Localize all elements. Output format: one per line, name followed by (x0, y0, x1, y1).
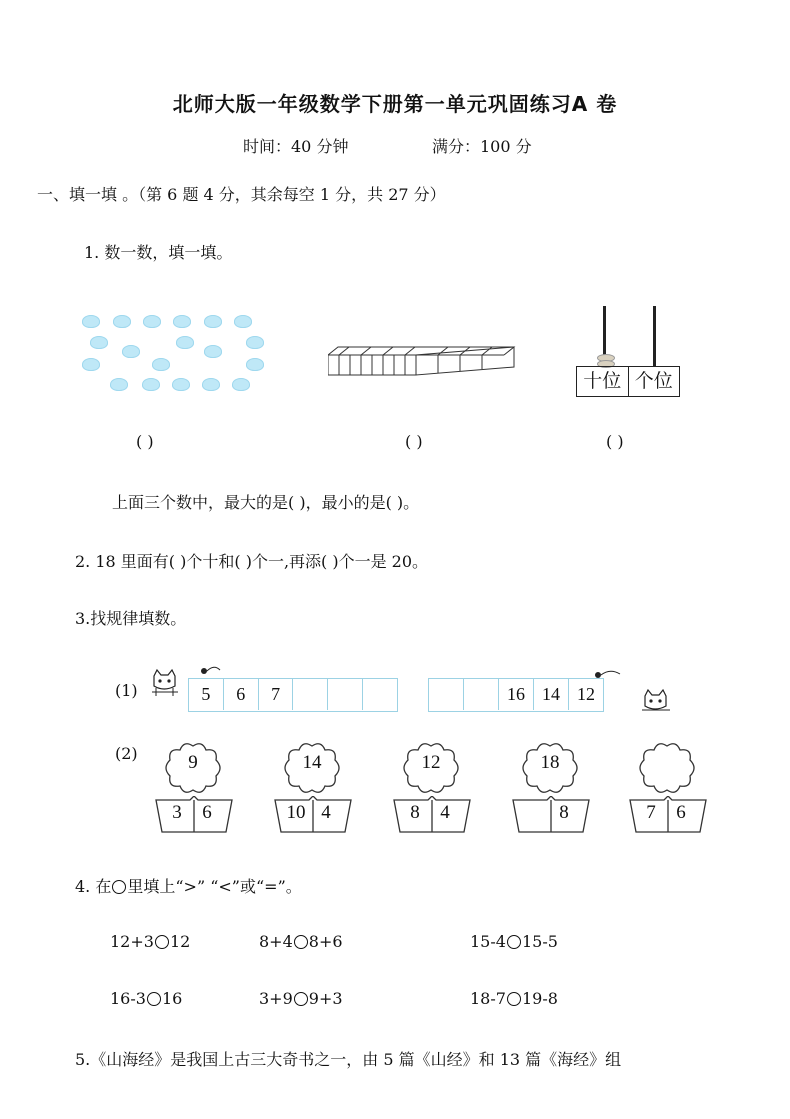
flower-1 (152, 742, 236, 834)
compare-right: 9+3 (308, 989, 343, 1008)
compare-circle[interactable] (507, 935, 521, 949)
mouse-icon (594, 668, 622, 680)
question-4-stem (75, 874, 302, 897)
question-2: 2. 18 里面有( )个十和( )个一,再添( )个一是 20。 (75, 552, 429, 571)
flower-4 (509, 742, 593, 834)
sequence-blank[interactable] (363, 679, 397, 710)
question-3-stem: 3.找规律填数。 (75, 609, 187, 628)
compare-left: 8+4 (259, 932, 293, 951)
exam-score: 满分：100 分 (432, 137, 532, 156)
flower-number: 12 (421, 752, 441, 773)
flower-2 (271, 742, 355, 834)
pot-left-number: 10 (286, 802, 306, 823)
flower-number: 9 (188, 752, 198, 773)
sequence-blank[interactable] (464, 679, 499, 710)
tens-label: 十位 (577, 367, 629, 396)
compare-circle[interactable] (507, 992, 521, 1006)
compare-left: 3+9 (259, 989, 293, 1008)
flower-number: 18 (540, 752, 560, 773)
question-1-stem: 1. 数一数，填一填。 (84, 243, 233, 262)
part-2-label: (2) (115, 744, 138, 763)
section-heading: 一、填一填 。（第 6 题 4 分，其余每空 1 分，共 27 分） (37, 185, 446, 204)
sequence-cell: 16 (499, 679, 534, 710)
pot-right-number: 8 (559, 802, 569, 823)
compare-circle[interactable] (147, 992, 161, 1006)
compare-circle[interactable] (294, 935, 308, 949)
cubes-figure (328, 345, 518, 379)
sequence-blank[interactable] (429, 679, 464, 710)
compare-right: 8+6 (308, 932, 343, 951)
pot-right-number: 4 (321, 802, 331, 823)
pot-right-number: 6 (202, 802, 212, 823)
circle-icon (112, 880, 126, 894)
hearts-figure (80, 312, 270, 397)
flower-5 (626, 742, 710, 834)
pot-left-number: 8 (410, 802, 420, 823)
sequence-cell: 5 (189, 679, 224, 710)
flower-3 (390, 742, 474, 834)
flower-number: 14 (302, 752, 322, 773)
stem-suffix: 里填上“>” “<”或“=”。 (127, 877, 302, 896)
compare-item (259, 989, 343, 1008)
compare-circle[interactable] (155, 935, 169, 949)
compare-left: 15-4 (470, 932, 506, 951)
sequence-blank[interactable] (328, 679, 363, 710)
compare-left: 18-7 (470, 989, 506, 1008)
compare-item (110, 989, 182, 1008)
compare-circle[interactable] (294, 992, 308, 1006)
mouse-icon (200, 664, 222, 676)
compare-right: 16 (161, 989, 183, 1008)
sequence-left (188, 678, 398, 712)
compare-right: 15-5 (521, 932, 558, 951)
pot-left-number: 3 (172, 802, 182, 823)
abacus-figure (576, 306, 680, 398)
cat-icon (148, 668, 180, 698)
sequence-right (428, 678, 604, 712)
answer-blank-hearts[interactable]: ( ) (136, 432, 154, 451)
pot-right-number: 4 (440, 802, 450, 823)
cat-icon (640, 688, 672, 718)
question-1-conclusion: 上面三个数中，最大的是( )，最小的是( )。 (112, 493, 420, 512)
sequence-blank[interactable] (293, 679, 328, 710)
sequence-cell: 12 (577, 684, 595, 704)
answer-blank-cubes[interactable]: ( ) (405, 432, 423, 451)
sequence-cell: 6 (224, 679, 259, 710)
pot-left-number: 7 (646, 802, 656, 823)
compare-item (470, 989, 558, 1008)
compare-right: 19-8 (521, 989, 558, 1008)
compare-item (470, 932, 558, 951)
ones-label: 个位 (634, 370, 673, 392)
compare-left: 12+3 (110, 932, 154, 951)
stem-prefix: 4. 在 (75, 877, 112, 896)
compare-right: 12 (169, 932, 191, 951)
compare-item (110, 932, 190, 951)
sequence-cell: 7 (259, 679, 294, 710)
answer-blank-abacus[interactable]: ( ) (606, 432, 624, 451)
pot-right-number: 6 (676, 802, 686, 823)
part-1-label: (1) (115, 681, 138, 700)
compare-left: 16-3 (110, 989, 146, 1008)
compare-item (259, 932, 343, 951)
exam-time: 时间：40 分钟 (243, 137, 349, 156)
sequence-cell: 14 (534, 679, 569, 710)
page-title: 北师大版一年级数学下册第一单元巩固练习A 卷 (172, 92, 618, 116)
question-5: 5.《山海经》是我国上古三大奇书之一，由 5 篇《山经》和 13 篇《海经》组 (75, 1050, 622, 1069)
flower-petals (638, 742, 696, 796)
